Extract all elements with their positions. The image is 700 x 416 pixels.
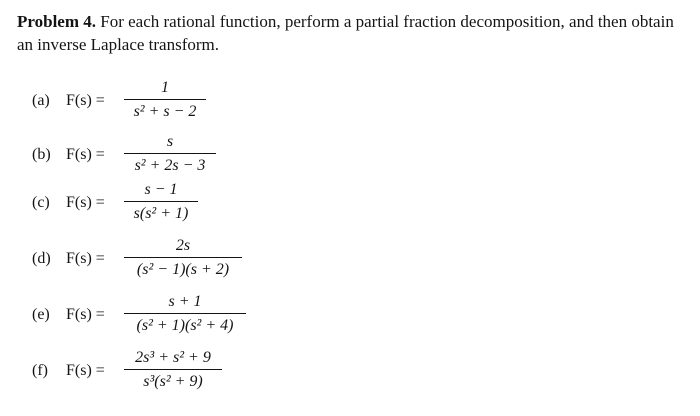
- denominator: s² + 2s − 3: [134, 157, 206, 174]
- fraction-bar: [124, 153, 216, 154]
- numerator: 1: [161, 79, 169, 96]
- problem-label: (e): [32, 306, 50, 323]
- fraction: [124, 236, 242, 280]
- problem-heading: Problem 4.: [17, 12, 97, 31]
- fraction-bar: [124, 313, 246, 314]
- fraction: [124, 132, 216, 176]
- fraction: [124, 78, 206, 122]
- fraction: [124, 292, 246, 336]
- fraction-bar: [124, 257, 242, 258]
- problem-label: (f): [32, 362, 48, 379]
- fraction-bar: [124, 99, 206, 100]
- function-lhs: F(s) =: [66, 306, 105, 323]
- function-lhs: F(s) =: [66, 146, 105, 163]
- fraction: [124, 180, 198, 224]
- fraction: [124, 348, 222, 392]
- fraction-bar: [124, 201, 198, 202]
- problem-label: (a): [32, 92, 50, 109]
- numerator: s − 1: [144, 181, 178, 198]
- numerator: s: [166, 133, 174, 150]
- numerator: 2s: [175, 237, 191, 254]
- function-lhs: F(s) =: [66, 194, 105, 211]
- problem-label: (d): [32, 250, 51, 267]
- numerator: 2s³ + s² + 9: [135, 349, 211, 366]
- function-lhs: F(s) =: [66, 250, 105, 267]
- numerator: s + 1: [168, 293, 202, 310]
- function-lhs: F(s) =: [66, 92, 105, 109]
- denominator: s² + s − 2: [133, 103, 197, 120]
- denominator: s(s² + 1): [133, 205, 189, 222]
- denominator: (s² − 1)(s + 2): [136, 261, 230, 278]
- problem-label: (c): [32, 194, 50, 211]
- problem-label: (b): [32, 146, 51, 163]
- function-lhs: F(s) =: [66, 362, 105, 379]
- denominator: s³(s² + 9): [143, 373, 203, 390]
- fraction-bar: [124, 369, 222, 370]
- problem-instructions: For each rational function, perform a partial fraction decomposition, and then obtain an inverse Laplace transform.: [17, 12, 674, 54]
- denominator: (s² + 1)(s² + 4): [136, 317, 234, 334]
- problem-statement: [17, 10, 685, 56]
